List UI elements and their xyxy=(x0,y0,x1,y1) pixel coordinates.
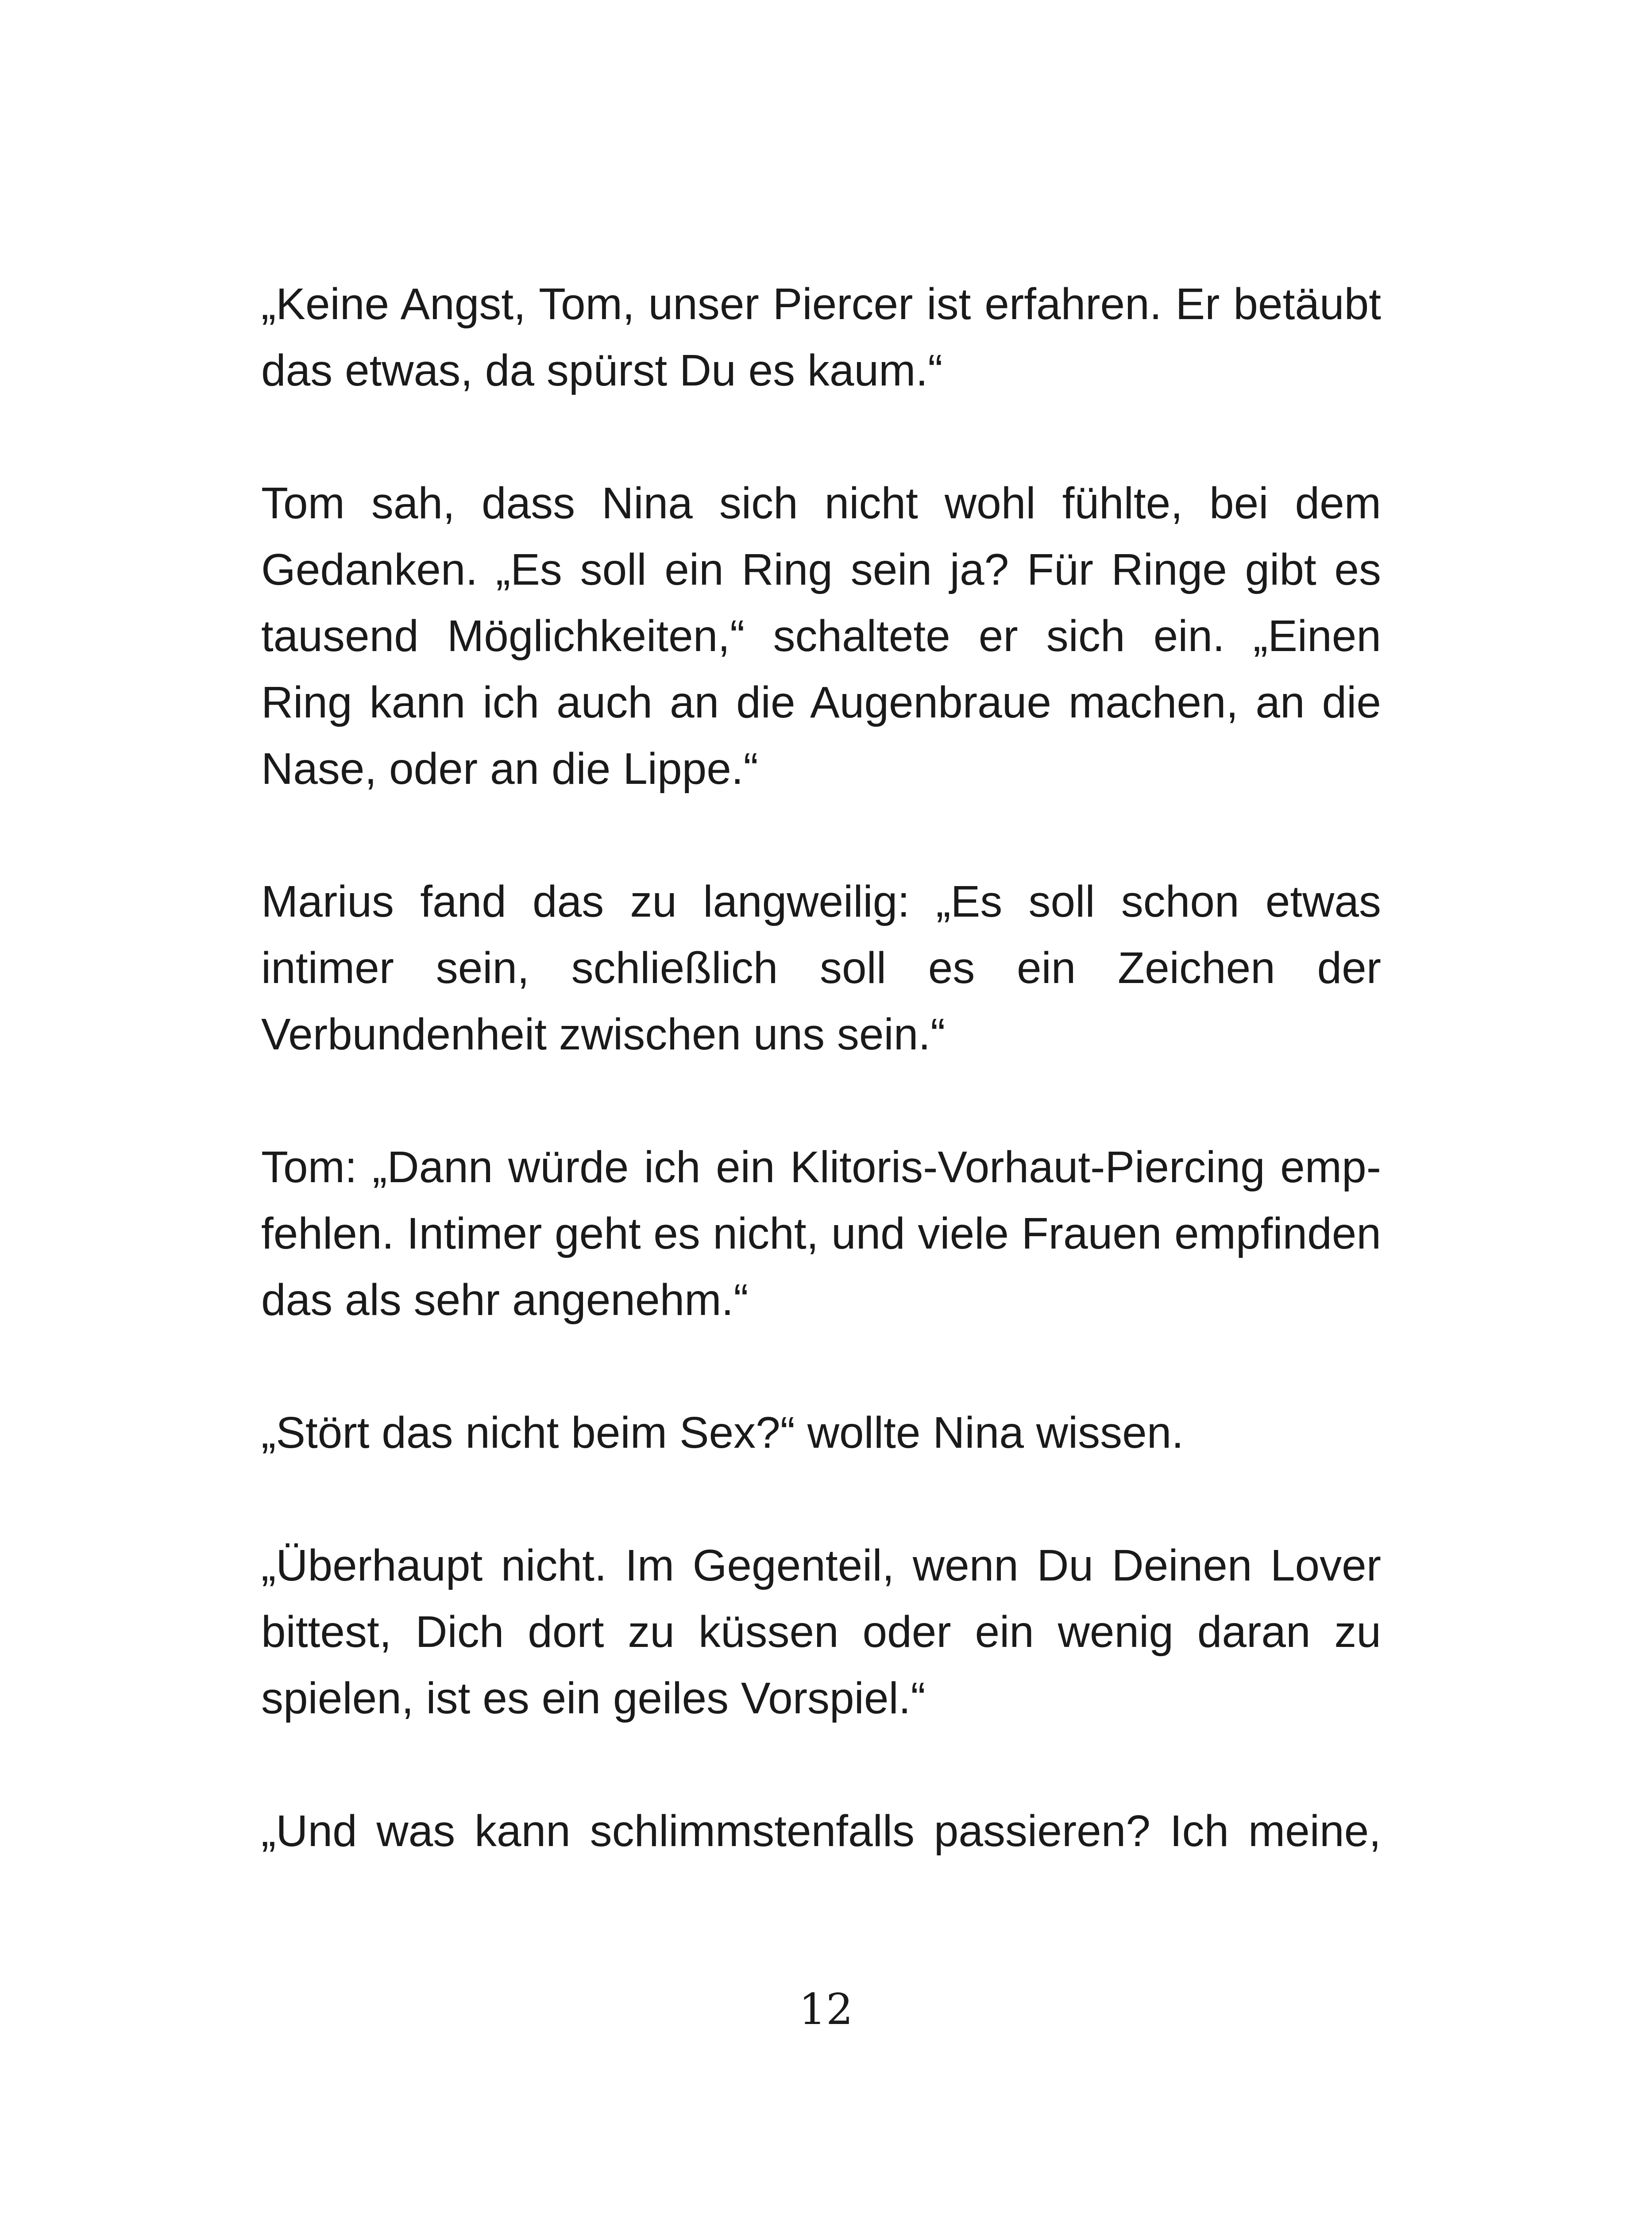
paragraph-7: „Und was kann schlimmstenfalls passieren? Ich meine, xyxy=(261,1806,1381,1856)
page-number: 12 xyxy=(799,1985,853,2034)
paragraph-3: Marius fand das zu langweilig: „Es soll schon etwas intimer sein, schließlich soll es ein Zeichen der Verbundenheit zwischen uns sein.“ xyxy=(261,877,1381,1059)
paragraph-6: „Überhaupt nicht. Im Gegenteil, wenn Du Deinen Lover bittest, Dich dort zu küssen oder ein wenig daran zu spielen, ist es ein geiles Vorspiel.“ xyxy=(261,1541,1381,1723)
paragraph-1: „Keine Angst, Tom, unser Piercer ist erfahren. Er betäubt das etwas, da spürst Du es kaum.“ xyxy=(261,279,1381,395)
paragraph-5: „Stört das nicht beim Sex?“ wollte Nina wissen. xyxy=(261,1408,1184,1457)
paragraph-2: Tom sah, dass Nina sich nicht wohl fühlte, bei dem Gedanken. „Es soll ein Ring sein ja? Für Ringe gibt es tausend Möglichkeiten,“ schaltete er sich ein. „Einen Ring kann ich auch an die Augenbraue machen, an die Nase, oder an die Lippe.“ xyxy=(261,478,1381,794)
body-text xyxy=(261,271,1381,1864)
paragraph-4: Tom: „Dann würde ich ein Klitoris-Vorhaut-Piercing empfehlen. Intimer geht es nicht, und viele Frauen empfinden das als sehr angenehm.“ xyxy=(261,1142,1381,1325)
